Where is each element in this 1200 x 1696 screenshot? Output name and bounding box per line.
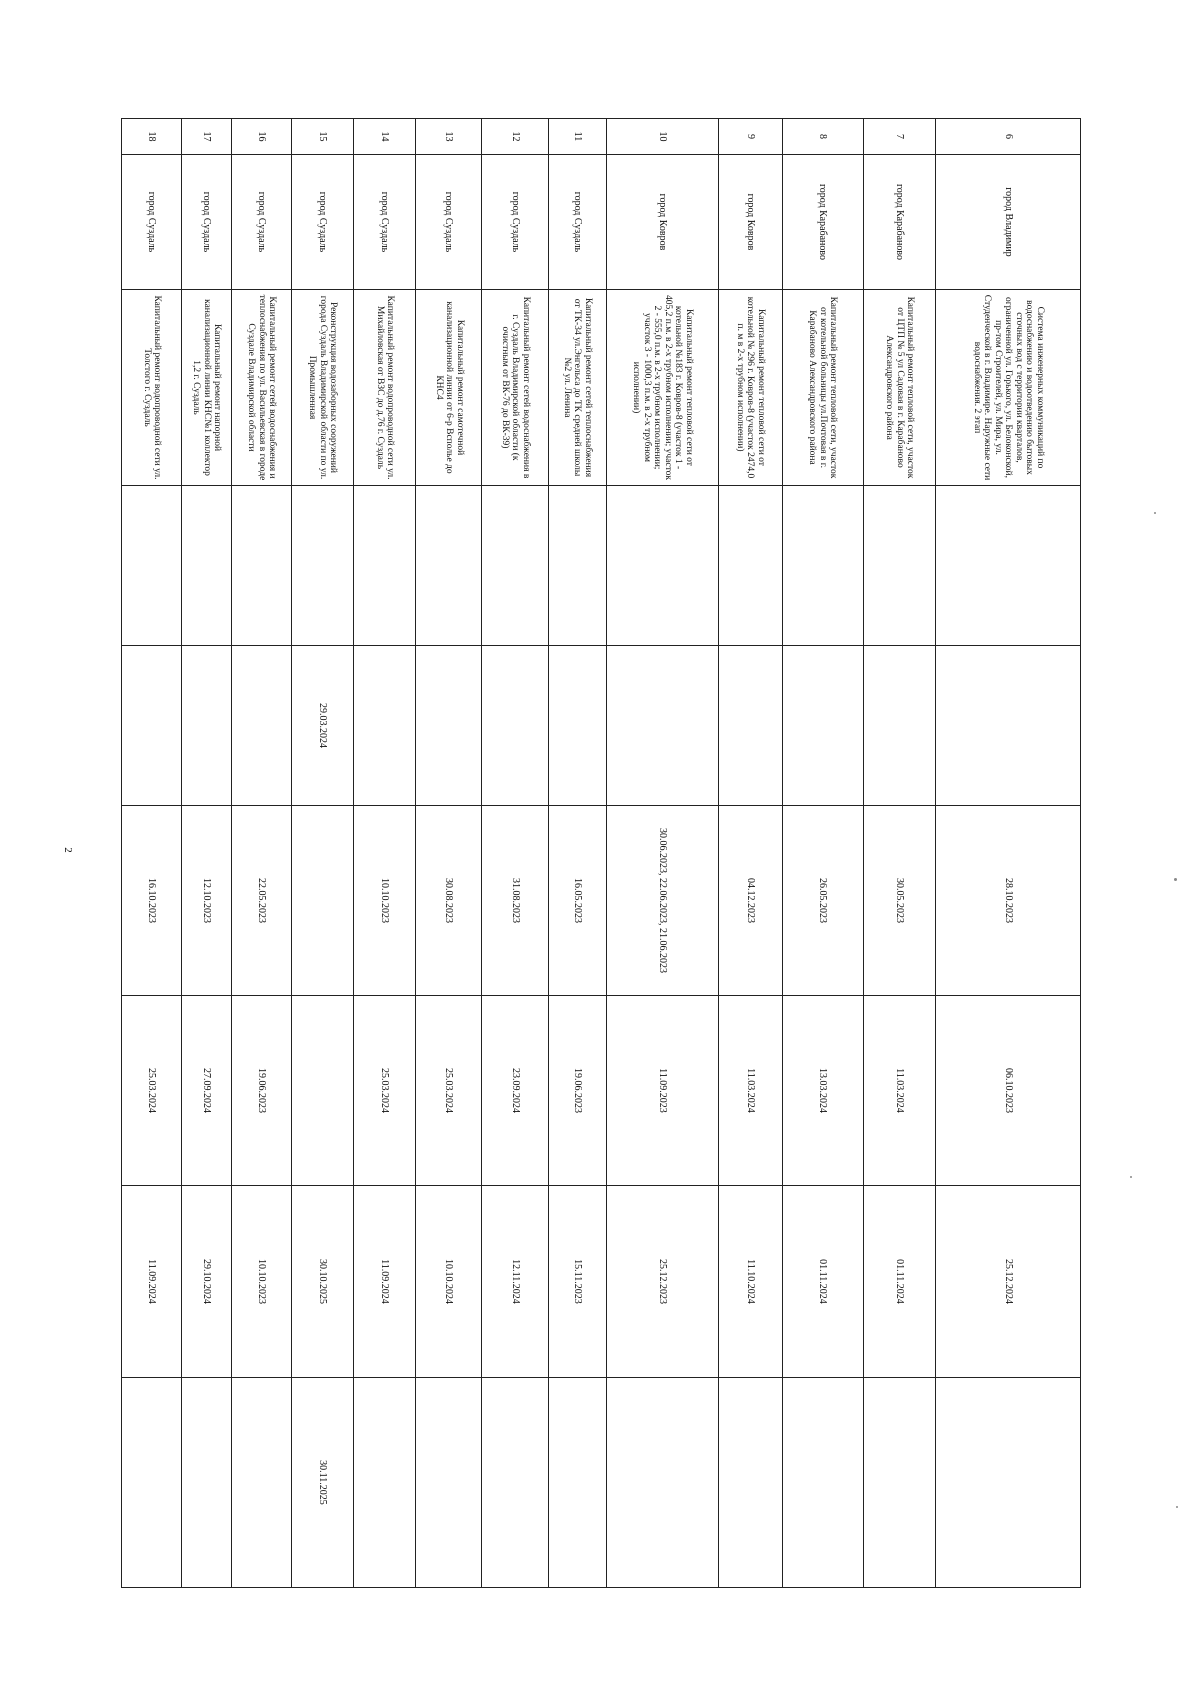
table-row (231, 119, 291, 1588)
cell-c8: 11.09.2024 (354, 1186, 416, 1378)
cell-c9 (182, 1378, 232, 1588)
cell-c8: 15.11.2023 (548, 1186, 606, 1378)
cell-c4 (936, 486, 1081, 646)
scan-speck (1176, 1506, 1178, 1508)
cell-c7: 25.03.2024 (122, 996, 182, 1186)
cell-c7: 11.03.2024 (863, 996, 935, 1186)
cell-c9 (863, 1378, 935, 1588)
cell-num: 9 (718, 119, 782, 155)
rotated-table-container (121, 118, 1081, 1587)
table-row (182, 119, 232, 1588)
table-row (416, 119, 482, 1588)
cell-c9 (482, 1378, 548, 1588)
table-row (782, 119, 863, 1588)
cell-city: город Ковров (606, 155, 718, 290)
cell-c8: 25.12.2023 (606, 1186, 718, 1378)
cell-city: город Суздаль (548, 155, 606, 290)
cell-num: 11 (548, 119, 606, 155)
cell-description: Капитальный ремонт тепловой сети от котельной № 296 г. Ковров-8 (участок 2474,0 п. м в 2-х трубном исполнении) (718, 290, 782, 486)
cell-c5 (718, 646, 782, 806)
cell-c6: 30.06.2023, 22.06.2023, 21.06.2023 (606, 806, 718, 996)
cell-description: Капитальный ремонт тепловой сети, участок от котельной больницы ул.Почтовая в г. Карабаново Александровского района (782, 290, 863, 486)
cell-c4 (182, 486, 232, 646)
cell-description: Капитальный ремонт сетей водоснабжения в г. Суздаль Владимирской области (к очистным от ВК-76 до ВК-39) (482, 290, 548, 486)
cell-c5 (354, 646, 416, 806)
table-row (122, 119, 182, 1588)
cell-city: город Карабаново (782, 155, 863, 290)
cell-c5 (231, 646, 291, 806)
cell-num: 14 (354, 119, 416, 155)
cell-c7: 11.03.2024 (718, 996, 782, 1186)
cell-c8: 01.11.2024 (782, 1186, 863, 1378)
cell-city: город Суздаль (122, 155, 182, 290)
cell-c6: 31.08.2023 (482, 806, 548, 996)
cell-c9 (936, 1378, 1081, 1588)
cell-c5 (863, 646, 935, 806)
cell-c4 (416, 486, 482, 646)
cell-city: город Владимир (936, 155, 1081, 290)
cell-c9 (122, 1378, 182, 1588)
cell-num: 7 (863, 119, 935, 155)
table-row (354, 119, 416, 1588)
cell-c8: 01.11.2024 (863, 1186, 935, 1378)
cell-c6: 16.10.2023 (122, 806, 182, 996)
cell-description: Капитальный ремонт тепловой сети от котельной №183 г. Ковров-8 (участок 1 - 405,2 п.м. в 2-х трубном исполнении; участок 2 - 555,0 п.м. в 2-х трубном исполнении; участок 3 - 1000,3 п.м. в 2-х трубном исполнении) (606, 290, 718, 486)
cell-c9 (782, 1378, 863, 1588)
cell-c4 (354, 486, 416, 646)
cell-c6: 28.10.2023 (936, 806, 1081, 996)
cell-city: город Ковров (718, 155, 782, 290)
cell-c4 (482, 486, 548, 646)
cell-c6: 10.10.2023 (354, 806, 416, 996)
cell-city: город Суздаль (416, 155, 482, 290)
cell-num: 13 (416, 119, 482, 155)
cell-c9 (354, 1378, 416, 1588)
cell-description: Капитальный ремонт тепловой сети, участок от ЦТП № 5 ул Садовая в г. Карабаново Александровского района (863, 290, 935, 486)
cell-c8: 10.10.2024 (416, 1186, 482, 1378)
cell-c7: 23.09.2024 (482, 996, 548, 1186)
cell-description: Капитальный ремонт сетей теплоснабжения от ТК-34 ул.Энгельса до ТК средней школы №2 ул. Ленина (548, 290, 606, 486)
cell-c4 (718, 486, 782, 646)
cell-c8: 10.10.2023 (231, 1186, 291, 1378)
cell-description: Капитальный ремонт самотечной канализационной линии от 6-р Всполье до КНС4 (416, 290, 482, 486)
table-row (482, 119, 548, 1588)
cell-city: город Суздаль (291, 155, 353, 290)
cell-c8: 29.10.2024 (182, 1186, 232, 1378)
cell-c5 (482, 646, 548, 806)
table-row (863, 119, 935, 1588)
table-row (606, 119, 718, 1588)
cell-c8: 12.11.2024 (482, 1186, 548, 1378)
cell-c5: 29.03.2024 (291, 646, 353, 806)
cell-num: 8 (782, 119, 863, 155)
cell-description: Капитальный ремонт сетей водоснабжения и теплоснабжения по ул. Васильевская в городе Суздале Владимирской области (231, 290, 291, 486)
cell-c4 (863, 486, 935, 646)
cell-c7: 27.09.2024 (182, 996, 232, 1186)
table-body (122, 119, 1081, 1588)
cell-c8: 11.09.2024 (122, 1186, 182, 1378)
cell-c4 (231, 486, 291, 646)
cell-c5 (936, 646, 1081, 806)
cell-num: 10 (606, 119, 718, 155)
cell-num: 16 (231, 119, 291, 155)
cell-c4 (291, 486, 353, 646)
cell-c7: 11.09.2023 (606, 996, 718, 1186)
cell-c7: 25.03.2024 (416, 996, 482, 1186)
cell-city: город Карабаново (863, 155, 935, 290)
cell-c5 (416, 646, 482, 806)
page-number: 2 (62, 847, 74, 853)
cell-c8: 11.10.2024 (718, 1186, 782, 1378)
cell-num: 18 (122, 119, 182, 155)
table-row (548, 119, 606, 1588)
cell-num: 17 (182, 119, 232, 155)
cell-c4 (122, 486, 182, 646)
projects-table (121, 118, 1081, 1588)
cell-c9: 30.11.2025 (291, 1378, 353, 1588)
scan-speck (1130, 1176, 1132, 1178)
cell-c7 (291, 996, 353, 1186)
cell-c4 (782, 486, 863, 646)
cell-description: Система инженерных коммуникаций по водоснабжению и водоотведению бытовых сточных вод с территории кварталов, ограниченной ул. Горького, ул. Белоконской, пр-том Строителей, ул. Мира, ул. Студенческой в г. Владимире. Наружные сети водоснабжения. 2 этап (936, 290, 1081, 486)
cell-c7: 13.03.2024 (782, 996, 863, 1186)
cell-c7: 19.06.2023 (548, 996, 606, 1186)
cell-c4 (606, 486, 718, 646)
cell-c7: 06.10.2023 (936, 996, 1081, 1186)
cell-city: город Суздаль (354, 155, 416, 290)
cell-city: город Суздаль (231, 155, 291, 290)
cell-c9 (548, 1378, 606, 1588)
cell-city: город Суздаль (482, 155, 548, 290)
cell-c9 (231, 1378, 291, 1588)
cell-num: 12 (482, 119, 548, 155)
cell-c9 (606, 1378, 718, 1588)
cell-city: город Суздаль (182, 155, 232, 290)
cell-c6: 22.05.2023 (231, 806, 291, 996)
cell-c6: 30.05.2023 (863, 806, 935, 996)
cell-c5 (548, 646, 606, 806)
table-row (718, 119, 782, 1588)
cell-c6: 16.05.2023 (548, 806, 606, 996)
table-row (291, 119, 353, 1588)
cell-c5 (782, 646, 863, 806)
cell-c5 (606, 646, 718, 806)
cell-num: 6 (936, 119, 1081, 155)
cell-c7: 25.03.2024 (354, 996, 416, 1186)
scan-speck (1154, 512, 1156, 514)
cell-c4 (548, 486, 606, 646)
cell-description: Капитальный ремонт водопроводной сети ул. Михайловская от ВЗС до д.76 г. Суздаль (354, 290, 416, 486)
cell-c8: 25.12.2024 (936, 1186, 1081, 1378)
cell-c6: 04.12.2023 (718, 806, 782, 996)
cell-c9 (718, 1378, 782, 1588)
scan-speck (1174, 878, 1177, 881)
cell-c6: 30.08.2023 (416, 806, 482, 996)
table-row (936, 119, 1081, 1588)
cell-c9 (416, 1378, 482, 1588)
cell-description: Капитальный ремонт водопроводной сети ул. Толстого г. Суздаль (122, 290, 182, 486)
cell-c6: 26.05.2023 (782, 806, 863, 996)
cell-description: Капитальный ремонт напорной канализационной линии КНС№1 коллектор 1,2 г. Суздаль (182, 290, 232, 486)
cell-c8: 30.10.2025 (291, 1186, 353, 1378)
cell-c6 (291, 806, 353, 996)
cell-description: Реконструкция водозаборных сооружений города Суздаль Владимирской области по ул. Промышленная (291, 290, 353, 486)
cell-c5 (122, 646, 182, 806)
cell-c7: 19.06.2023 (231, 996, 291, 1186)
cell-num: 15 (291, 119, 353, 155)
cell-c5 (182, 646, 232, 806)
cell-c6: 12.10.2023 (182, 806, 232, 996)
